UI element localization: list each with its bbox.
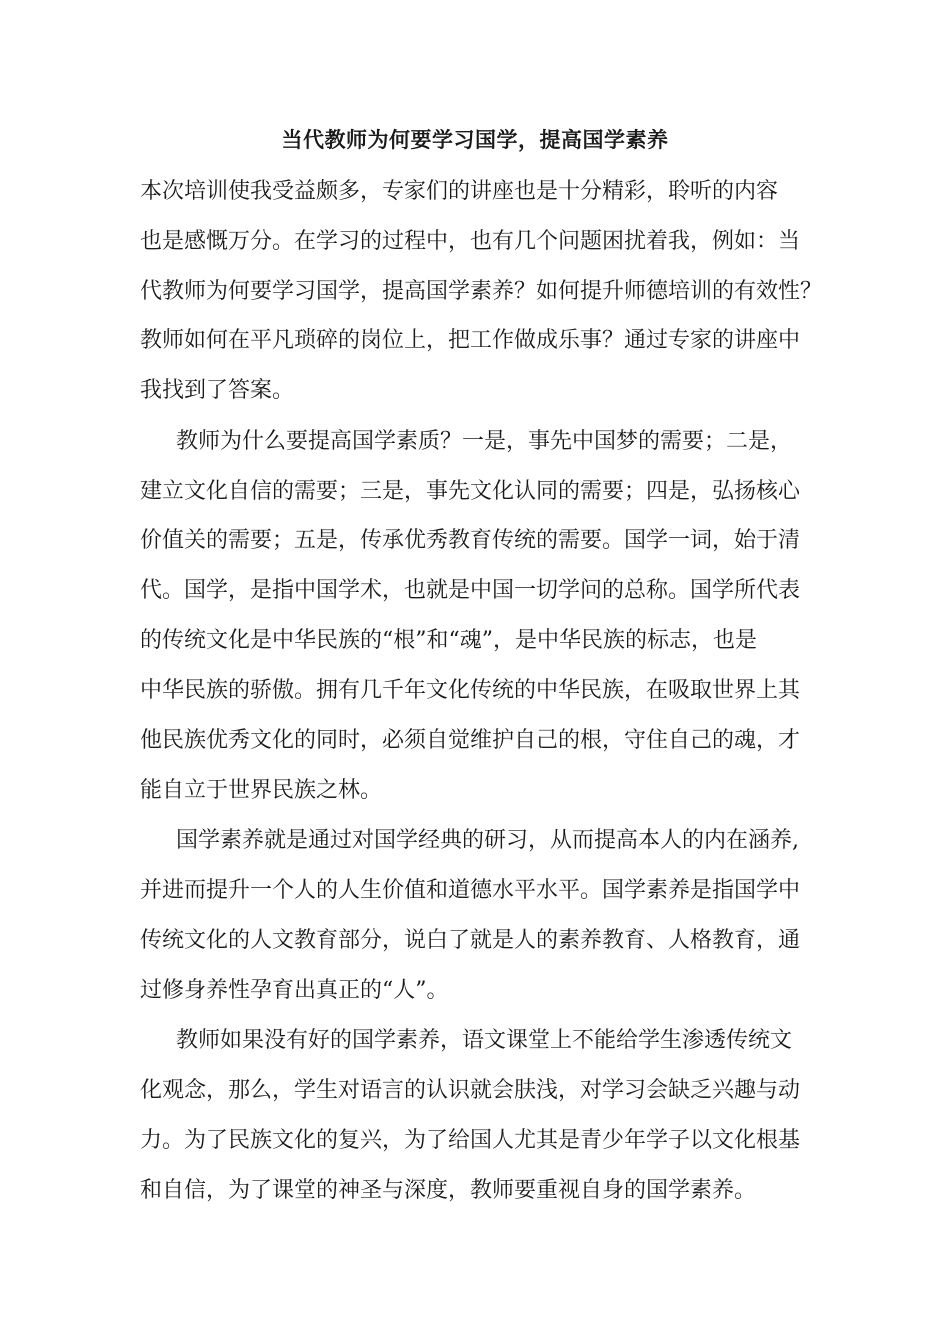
paragraph-4-line-4: 和自信，为了课堂的神圣与深度，教师要重视自身的国学素养。 [140, 1178, 757, 1203]
paragraph-4-line-1: 教师如果没有好的国学素养，语文课堂上不能给学生渗透传统文 [176, 1028, 793, 1053]
paragraph-1-line-5: 我找到了答案。 [140, 378, 295, 403]
paragraph-2-line-8: 能自立于世界民族之林。 [140, 778, 383, 803]
paragraph-1-line-3: 代教师为何要学习国学，提高国学素养？如何提升师德培训的有效性？ [140, 279, 823, 304]
document-title: 当代教师为何要学习国学，提高国学素养 [281, 127, 669, 152]
paragraph-2-line-6: 中华民族的骄傲。拥有几千年文化传统的中华民族，在吸取世界上其 [140, 678, 801, 703]
paragraph-2-line-2: 建立文化自信的需要；三是，事先文化认同的需要；四是，弘扬核心 [140, 479, 801, 504]
paragraph-2-line-5: 的传统文化是中华民族的“根”和“魂”，是中华民族的标志，也是 [140, 628, 757, 653]
paragraph-2-line-4: 代。国学，是指中国学术，也就是中国一切学问的总称。国学所代表 [140, 578, 801, 603]
paragraph-2-line-3: 价值关的需要；五是，传承优秀教育传统的需要。国学一词，始于清 [140, 528, 801, 553]
paragraph-4-line-2: 化观念，那么，学生对语言的认识就会肤浅，对学习会缺乏兴趣与动 [140, 1078, 801, 1103]
paragraph-2-line-1: 教师为什么要提高国学素质？一是，事先中国梦的需要；二是， [176, 429, 793, 454]
paragraph-2-line-7: 他民族优秀文化的同时，必须自觉维护自己的根，守住自己的魂，才 [140, 728, 801, 753]
paragraph-3-line-1: 国学素养就是通过对国学经典的研习，从而提高本人的内在涵养, [176, 828, 799, 853]
paragraph-1-line-1: 本次培训使我受益颇多，专家们的讲座也是十分精彩，聆听的内容 [140, 179, 779, 204]
paragraph-1-line-2: 也是感慨万分。在学习的过程中，也有几个问题困扰着我，例如：当 [140, 229, 801, 254]
paragraph-4-line-3: 力。为了民族文化的复兴，为了给国人尤其是青少年学子以文化根基 [140, 1128, 801, 1153]
paragraph-1-line-4: 教师如何在平凡琐碎的岗位上，把工作做成乐事？通过专家的讲座中 [140, 328, 801, 353]
paragraph-3-line-2: 并进而提升一个人的人生价值和道德水平水平。国学素养是指国学中 [140, 878, 801, 903]
paragraph-3-line-4: 过修身养性孕育出真正的“人”。 [140, 978, 449, 1003]
paragraph-3-line-3: 传统文化的人文教育部分，说白了就是人的素养教育、人格教育，通 [140, 928, 801, 953]
